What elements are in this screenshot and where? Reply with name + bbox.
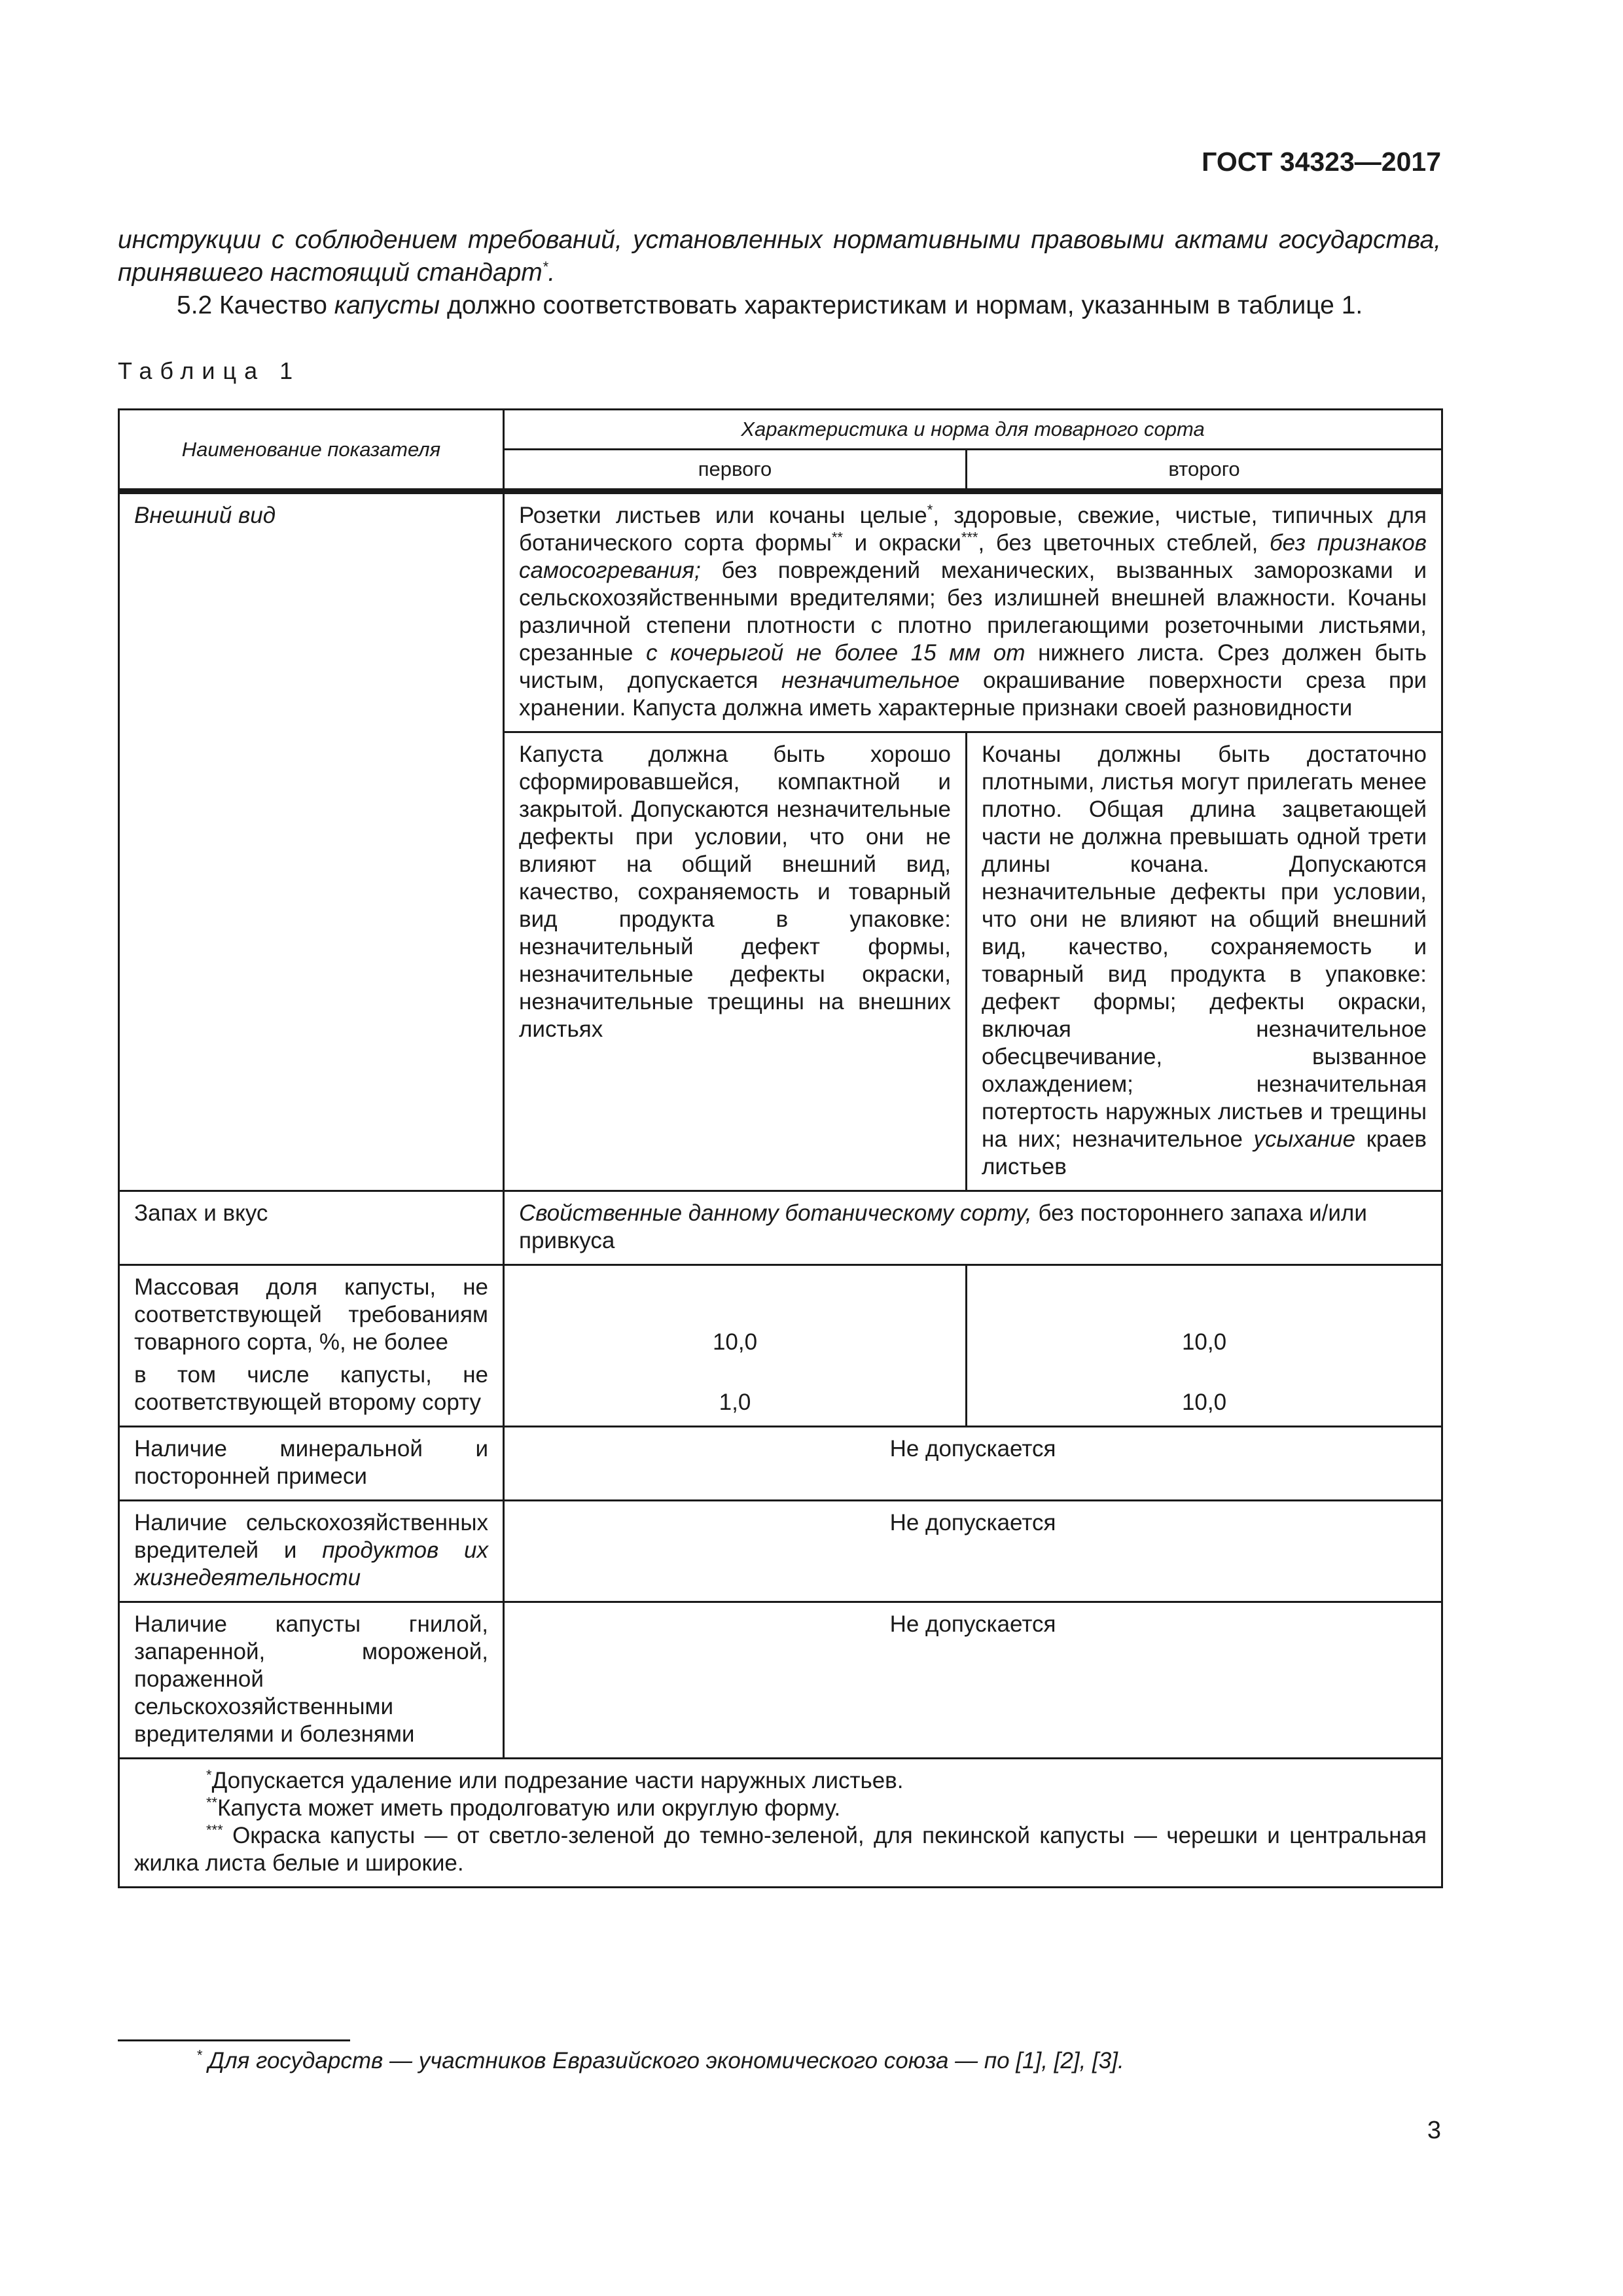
mass-name [119, 1265, 504, 1427]
clause-italic: капусты [334, 291, 440, 319]
pests-name [119, 1501, 504, 1602]
table-head-row [119, 410, 1442, 450]
note-2 [134, 1795, 1427, 1822]
mark: ** [831, 529, 843, 546]
head-characteristic-text: Характеристика и норма для товарного сорта [741, 418, 1205, 440]
appearance-second-text: Кочаны должны быть достаточно плотными, листья могут прилегать менее плотно. Общая длина зацветающей части не должна превышать одной трети длины кочана. Допускаются незначительные дефекты при условии, что они не влияют на общий внешний вид, качество, сохраняемость и товарный вид продукта в упаковке: дефект формы; дефекты окраски, включая незначительное обесцвечивание, вызванное охлаждением; незначительная потертость наружных листьев и трещины на них; незначительное [982, 742, 1427, 1152]
appearance-text: окрашивание поверхности среза при хранении. Капуста должна иметь характерные признаки своей разновидности [519, 668, 1427, 721]
note-mark: ** [206, 1794, 218, 1811]
row-mass [119, 1265, 1442, 1427]
page-footnote [196, 2046, 1440, 2076]
pests-value: Не допускается [504, 1501, 1442, 1602]
mineral-value: Не допускается [504, 1427, 1442, 1501]
row-rotten [119, 1602, 1442, 1759]
appearance-second [967, 732, 1442, 1191]
page-footnote-mark: * [196, 2047, 202, 2064]
head-characteristic [504, 410, 1442, 450]
mass-second-b: 10,0 [1181, 1390, 1227, 1415]
note-3 [134, 1822, 1427, 1877]
appearance-text: Розетки листьев или кочаны целые [519, 503, 927, 528]
page-number: 3 [1427, 2117, 1441, 2144]
note-mark: * [206, 1767, 212, 1784]
document-code: ГОСТ 34323—2017 [1202, 147, 1441, 177]
note-mark: *** [206, 1821, 223, 1839]
quality-table [118, 408, 1443, 1888]
appearance-text: , здоровые, свежие, чистые, типичных для ботанического сорта формы [519, 503, 1427, 556]
pests-name-text: Наличие сельскохозяйственных вредителей и [134, 1510, 488, 1563]
footnote-rule [118, 2039, 350, 2041]
note-text: Окраска капусты — от светло-зеленой до темно-зеленой, для пекинской капусты — черешки и центральная жилка листа белые и широкие. [134, 1823, 1427, 1876]
appearance-italic: без признаков самосогревания; [519, 530, 1427, 583]
appearance-italic: незначительное [781, 668, 960, 693]
head-indicator [119, 410, 504, 490]
mass-name-a: Массовая доля капусты, не соответствующей требованиям товарного сорта, %, не более [134, 1274, 488, 1355]
mass-first [504, 1265, 967, 1427]
appearance-first: Капуста должна быть хорошо сформировавшейся, компактной и закрытой. Допускаются незначительные дефекты при условии, что они не влияют на общий внешний вид, качество, сохраняемость и товарный вид продукта в упаковке: незначительный дефект формы, незначительные дефекты окраски, незначительные трещины на внешних листьях [504, 732, 967, 1191]
clause-text: 5.2 Качество [177, 291, 334, 319]
table-notes [119, 1759, 1442, 1888]
mass-first-b: 1,0 [719, 1390, 751, 1415]
intro-text [118, 224, 1441, 322]
smell-value-italic: Свойственные данному ботаническому сорту, [519, 1200, 1032, 1226]
mass-name-b: в том числе капусты, не соответствующей второму сорту [134, 1362, 488, 1415]
intro-continuation [118, 224, 1441, 289]
rotten-value: Не допускается [504, 1602, 1442, 1759]
mass-second-a: 10,0 [1181, 1329, 1227, 1355]
row-smell [119, 1191, 1442, 1265]
smell-value [504, 1191, 1442, 1265]
note-text: Допускается удаление или подрезание части наружных листьев. [211, 1768, 904, 1793]
appearance-text: и окраски [842, 530, 961, 556]
head-grade-second: второго [967, 450, 1442, 490]
pests-name-italic: продуктов их жизнедеятельности [134, 1537, 488, 1590]
appearance-italic: с кочерыгой не более 15 мм от [646, 640, 1026, 666]
mark: *** [961, 529, 978, 546]
appearance-text: , без цветочных стеблей, [978, 530, 1270, 556]
row-appearance [119, 492, 1442, 732]
row-notes [119, 1759, 1442, 1888]
footnote-mark: * [542, 259, 548, 275]
mass-first-a: 10,0 [712, 1329, 758, 1355]
row-pests [119, 1501, 1442, 1602]
rotten-name: Наличие капусты гнилой, запаренной, мороженой, пораженной сельскохозяйственными вредителями и болезнями [119, 1602, 504, 1759]
appearance-name: Внешний вид [119, 492, 504, 1191]
intro-continuation-end: . [548, 259, 556, 287]
head-indicator-text: Наименование показателя [181, 437, 441, 461]
smell-name: Запах и вкус [119, 1191, 504, 1265]
appearance-second-end: краев листьев [982, 1126, 1427, 1179]
row-mineral [119, 1427, 1442, 1501]
mark: * [927, 501, 933, 518]
appearance-text: без повреждений механических, вызванных заморозками и сельскохозяйственными вредителями; без излишней внешней влажности. Кочаны различной степени плотности с плотно прилегающими розеточными листьями, срезанные [519, 558, 1427, 666]
mineral-name: Наличие минеральной и посторонней примеси [119, 1427, 504, 1501]
appearance-second-italic: усыхание [1253, 1126, 1356, 1152]
note-1 [134, 1767, 1427, 1795]
clause-text-end: должно соответствовать характеристикам и нормам, указанным в таблице 1. [440, 291, 1363, 319]
table-caption: Таблица 1 [118, 357, 301, 384]
smell-value-text: без постороннего запаха и/или привкуса [519, 1200, 1367, 1253]
head-grade-first: первого [504, 450, 967, 490]
intro-continuation-text: инструкции с соблюдением требований, установленных нормативными правовыми актами государства, принявшего настоящий стандарт [118, 226, 1441, 287]
note-text: Капуста может иметь продолговатую или округлую форму. [217, 1795, 841, 1821]
page-footnote-text: Для государств — участников Евразийского экономического союза — по [1], [2], [3]. [208, 2048, 1124, 2073]
mass-second [967, 1265, 1442, 1427]
appearance-text: нижнего листа. Срез должен быть чистым, допускается [519, 640, 1427, 693]
appearance-common [504, 492, 1442, 732]
clause-5-2 [118, 289, 1441, 322]
